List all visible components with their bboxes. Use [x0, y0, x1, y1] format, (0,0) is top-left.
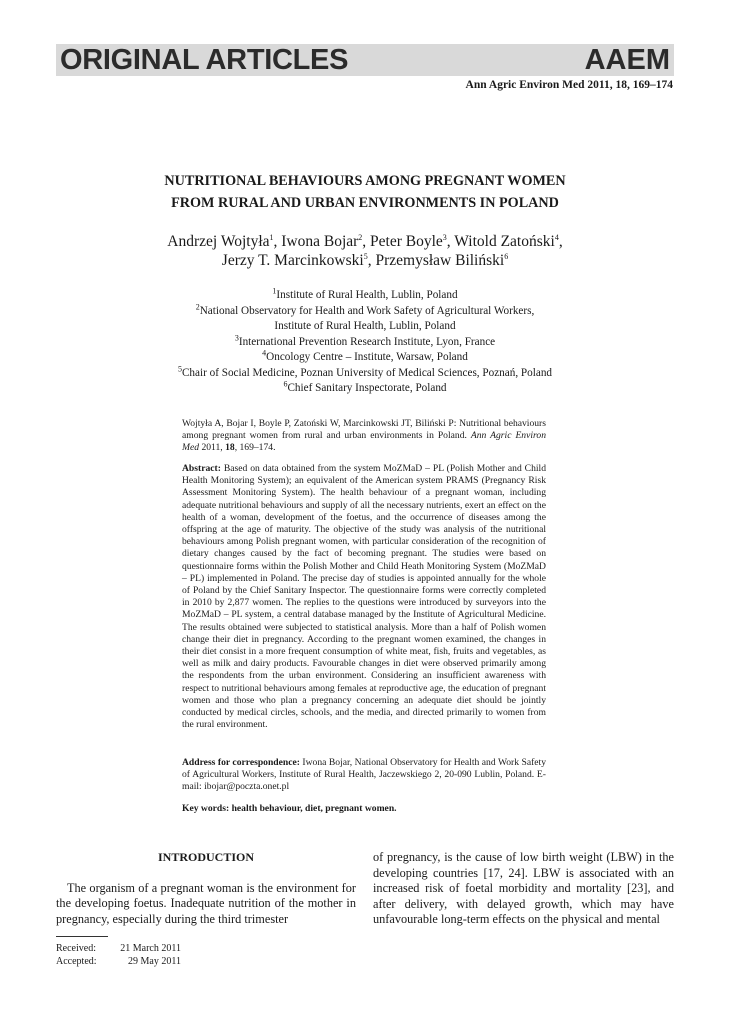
accepted-footnote: Accepted: 29 May 2011 [56, 956, 181, 967]
author-affil-ref: 2 [358, 232, 363, 242]
author-name: Peter Boyle [370, 233, 443, 250]
author-list [56, 232, 674, 270]
author-affil-ref: 5 [363, 251, 368, 261]
affiliation-list [56, 288, 674, 397]
title-line-1: NUTRITIONAL BEHAVIOURS AMONG PREGNANT WOMEN [164, 173, 566, 189]
author-name: Andrzej Wojtyła [167, 233, 270, 250]
author-name: Witold Zatoński [454, 233, 555, 250]
keywords-text: health behaviour, diet, pregnant women. [231, 803, 397, 814]
author-name: Przemysław Biliński [375, 252, 505, 269]
received-footnote: Received: 21 March 2011 [56, 943, 181, 954]
author-name: Jerzy T. Marcinkowski [221, 252, 364, 269]
author-affil-ref: 6 [504, 251, 509, 261]
intro-paragraph-right: of pregnancy, is the cause of low birth weight (LBW) in the developing countries [17, 24]. LBW is associated with an increased risk of foetal morbidity and mortality [23], and after delivery, with delayed growth, which may have unfavourable long-term effects on the physical and mental [373, 850, 674, 927]
affiliation-item: $^5$Chair of Social Medicine, Poznan University of Medical Sciences, Poznań, Poland [177, 363, 553, 379]
author-name: Iwona Bojar [281, 233, 359, 250]
keywords [182, 803, 546, 815]
abstract-label: Abstract: [182, 463, 221, 474]
affiliation-item: $^4$Oncology Centre – Institute, Warsaw, Poland [262, 348, 468, 363]
journal-citation: Ann Agric Environ Med 2011, 18, 169–174 [465, 79, 673, 91]
address-text: Iwona Bojar, National Observatory for Health and Work Safety of Agricultural Workers, Institute of Rural Health, Jaczewskiego 2, 20-090 Lublin, Poland. E-mail: ibojar@poczta.onet.pl [182, 757, 547, 793]
affiliation-item: $^1$Institute of Rural Health, Lublin, Poland [272, 286, 458, 301]
affiliation-item: $^2$National Observatory for Health and Work Safety of Agricultural Workers, [195, 301, 535, 317]
address-label: Address for correspondence: [182, 757, 300, 768]
affiliation-item: $^3$International Prevention Research Institute, Lyon, France [234, 332, 496, 348]
cite-journal: Ann Agric Environ Med [182, 430, 546, 454]
correspondence-address [182, 757, 546, 794]
left-column [56, 850, 356, 927]
journal-abbreviation: AAEM [584, 44, 670, 76]
abstract [182, 463, 546, 731]
introduction-heading: INTRODUCTION [157, 850, 254, 864]
section-header-bar [56, 44, 674, 76]
section-label: ORIGINAL ARTICLES [60, 44, 349, 76]
affiliation-item: Institute of Rural Health, Lublin, Poland [274, 320, 456, 332]
abstract-text: Based on data obtained from the system MoZMaD – PL (Polish Mother and Child Health Monitoring System); an equivalent of the American system PRAMS (Pregnancy Risk Assessment Monitoring System). The health behaviour of a pregnant woman, including adequate nutritional behaviours and supply of all the necessary nutrients, exert an effect on the health of a woman, development of the foetus, and the occurrence of diseases among the offspring at the age of maturity. The objective of the study was analysis of the nutritional behaviours among Polish pregnant women, with particular consideration of the recognition of dietary changes caused by the fact of becoming pregnant. The studies were based on questionnaire forms within the Polish Mother and Child Heath Monitoring System (MoZMaD – PL) implemented in Poland. The precise day of studies is appointed annually for the whole of Poland by the Chief Sanitary Inspector. The questionnaire forms were correctly completed in 2010 by 2,877 women. The replies to the questions were introduced by surveyors into the MoZMaD – PL system, a central database managed by the Institute of Agricultural Medicine. The results obtained were subjected to statistical analysis. More than a half of Polish women change their diet in pregnancy. According to the pregnant women examined, the changes in their diet consist in a more frequent consumption of white meat, fish, fruits and vegetables, as well as milk and dairy products. Favourable changes in diet were observed primarily among the respondents from the urban environment. Considering an insufficient awareness with respect to nutritional behaviours among females at reproductive age, the education of pregnant women and those who plan a pregnancy concerning an adequate diet should be jointly conducted by medical circles, schools, and the media, and directed primarily to women from the rural environment. [182, 463, 546, 731]
citation-block: Wojtyła A, Bojar I, Boyle P, Zatoński W, Marcinkowski JT, Biliński P: Nutritional behaviours among pregnant women from rural and urban environments in Poland. Ann Agric Environ Med 2011, 18, 169–174. [182, 418, 546, 454]
cite-volume: 18 [225, 442, 235, 454]
affiliation-item: $^6$Chief Sanitary Inspectorate, Poland [283, 379, 447, 394]
title-line-2: FROM RURAL AND URBAN ENVIRONMENTS IN POLAND [171, 195, 559, 211]
author-affil-ref: 4 [554, 232, 559, 242]
author-line-2: Jerzy T. Marcinkowski$^5$, Przemysław Biliński$^6$ [221, 251, 509, 269]
author-line-1: Andrzej Wojtyła$^1$, Iwona Bojar$^2$, Peter Boyle$^3$, Witold Zatoński$^4$, [167, 232, 563, 250]
article-title [56, 170, 674, 214]
footnote-divider [56, 936, 108, 937]
keywords-label: Key words: [182, 803, 230, 814]
author-affil-ref: 1 [269, 232, 274, 242]
author-affil-ref: 3 [442, 232, 447, 242]
right-column [373, 850, 674, 928]
intro-paragraph-left: The organism of a pregnant woman is the environment for the developing foetus. Inadequate nutrition of the mother in pregnancy, especially during the third trimester [56, 880, 356, 926]
